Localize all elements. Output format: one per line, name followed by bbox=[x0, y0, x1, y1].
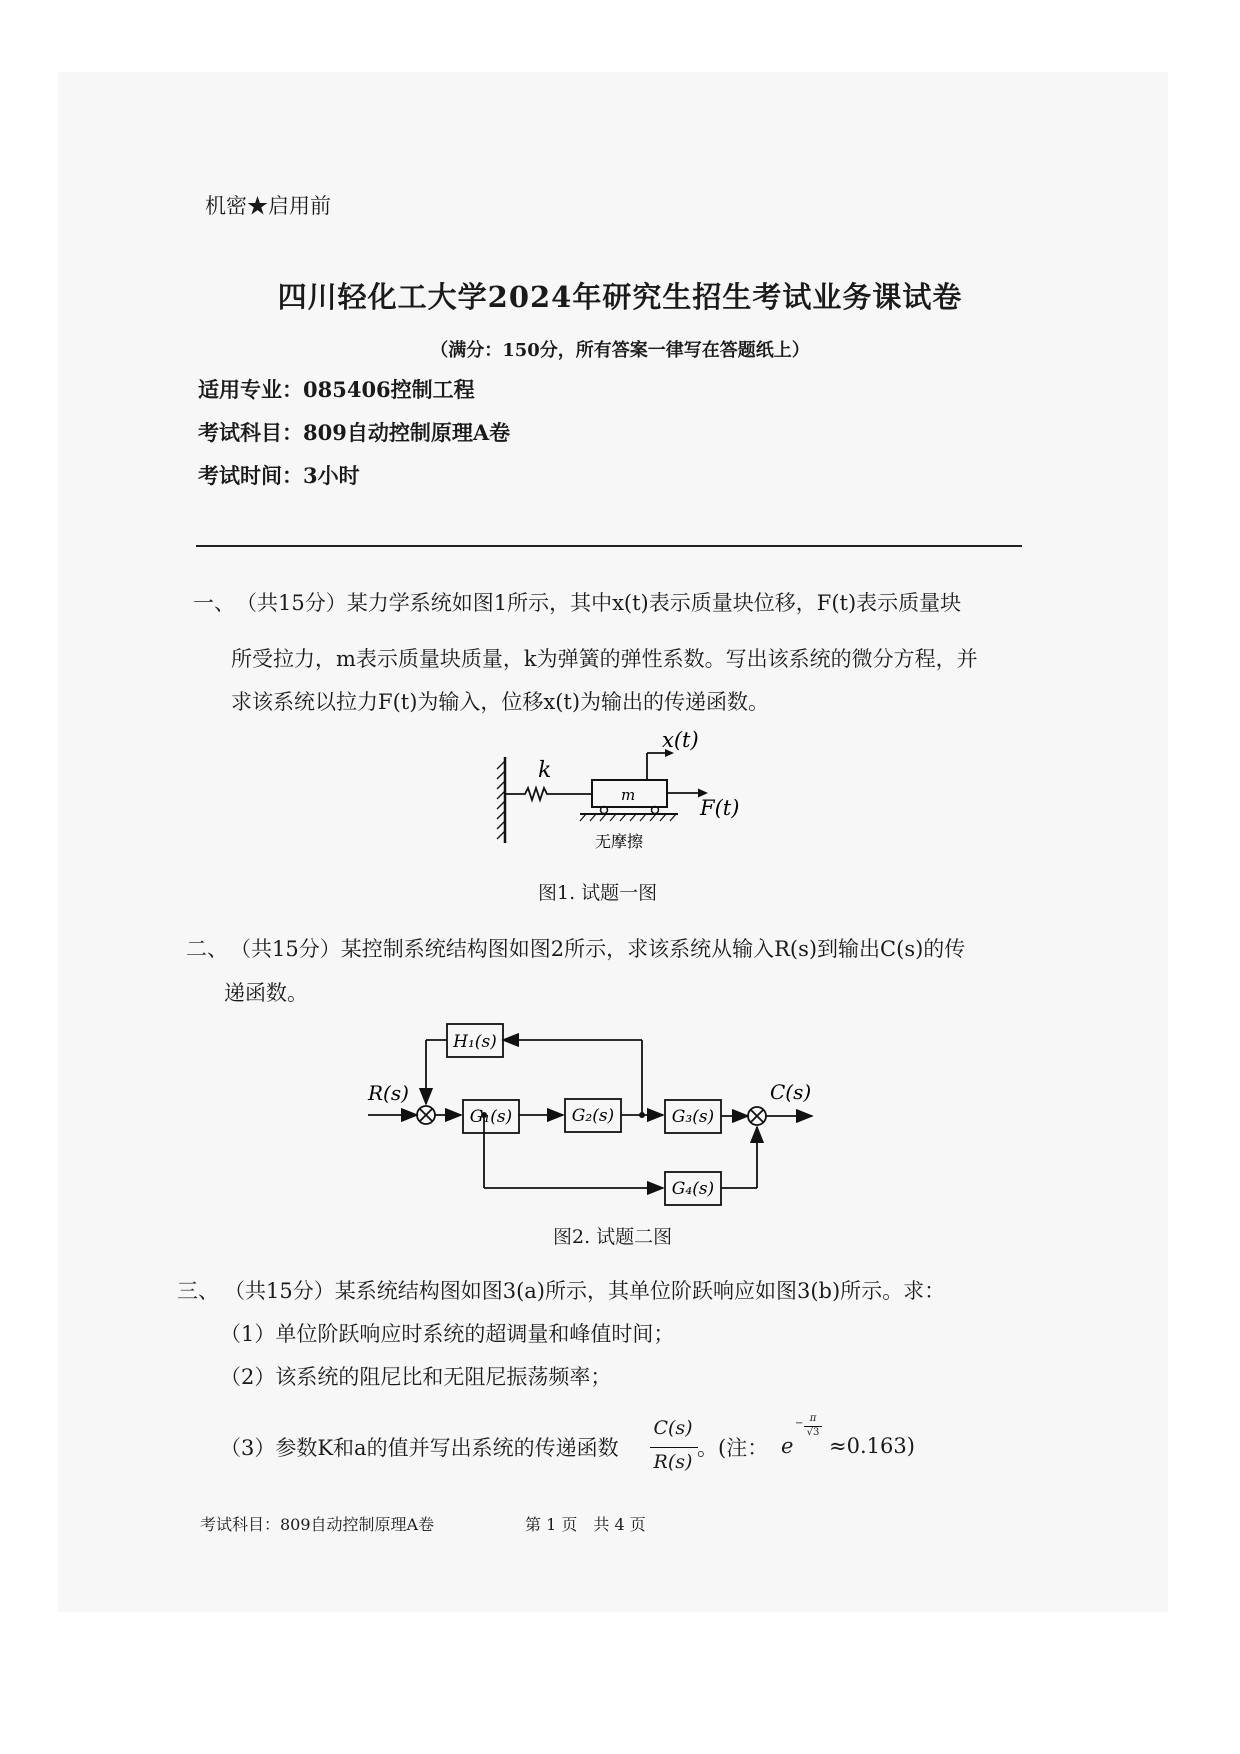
confidential-mark: 机密★启用前 bbox=[205, 194, 331, 218]
fraction-denominator: R(s) bbox=[653, 1451, 693, 1473]
note-suffix: ≈0.163) bbox=[829, 1434, 915, 1458]
q2-block-diagram bbox=[360, 1020, 860, 1220]
subject-line: 考试科目：809自动控制原理A卷 bbox=[198, 420, 511, 445]
note-exp-minus: − bbox=[795, 1418, 804, 1429]
note-exp-base: e bbox=[781, 1434, 794, 1458]
q2-number: 二、 bbox=[186, 937, 228, 961]
q1-number: 一、 bbox=[193, 591, 235, 615]
q1-line1: （共15分）某力学系统如图1所示，其中x(t)表示质量块位移，F(t)表示质量块 bbox=[236, 591, 962, 615]
q3-item2: （2）该系统的阻尼比和无阻尼振荡频率； bbox=[220, 1365, 612, 1389]
block-H1: H₁(s) bbox=[453, 1032, 497, 1052]
fraction-numerator: C(s) bbox=[653, 1417, 693, 1439]
q1-line2: 所受拉力，m表示质量块质量，k为弹簧的弹性系数。写出该系统的微分方程，并 bbox=[231, 647, 978, 671]
label-R: R(s) bbox=[368, 1081, 409, 1105]
footer-subject: 考试科目：809自动控制原理A卷 bbox=[200, 1515, 435, 1534]
label-m: m bbox=[621, 786, 636, 804]
header-divider bbox=[196, 545, 1022, 547]
q2-line2: 递函数。 bbox=[224, 981, 308, 1005]
label-k: k bbox=[538, 758, 552, 783]
block-G4: G₄(s) bbox=[671, 1179, 715, 1199]
note-exp-num: π bbox=[809, 1413, 817, 1424]
q1-line3: 求该系统以拉力F(t)为输入，位移x(t)为输出的传递函数。 bbox=[231, 690, 770, 714]
label-C: C(s) bbox=[770, 1080, 812, 1104]
label-no-friction: 无摩擦 bbox=[595, 832, 644, 851]
fraction-bar bbox=[650, 1447, 698, 1448]
q2-line1: （共15分）某控制系统结构图如图2所示，求该系统从输入R(s)到输出C(s)的传 bbox=[230, 937, 966, 961]
page-title: 四川轻化工大学2024年研究生招生考试业务课试卷 bbox=[277, 280, 963, 314]
q3-number: 三、 bbox=[177, 1279, 219, 1303]
block-G3: G₃(s) bbox=[671, 1107, 715, 1127]
label-x: x(t) bbox=[662, 728, 699, 752]
figure1-caption: 图1. 试题一图 bbox=[538, 882, 658, 904]
major-line: 适用专业：085406控制工程 bbox=[198, 377, 475, 402]
note-prefix: 。(注： bbox=[697, 1436, 769, 1460]
q3-item1: （1）单位阶跃响应时系统的超调量和峰值时间； bbox=[220, 1322, 675, 1346]
note-exp-den: √3 bbox=[806, 1427, 820, 1438]
q3-line1: （共15分）某系统结构图如图3(a)所示，其单位阶跃响应如图3(b)所示。求： bbox=[224, 1279, 946, 1303]
footer-page-number: 第 1 页 共 4 页 bbox=[525, 1515, 646, 1534]
q3-item3: （3）参数K和a的值并写出系统的传递函数 bbox=[220, 1436, 619, 1460]
block-G1: G₁(s) bbox=[469, 1107, 513, 1127]
time-line: 考试时间：3小时 bbox=[198, 463, 360, 488]
page-subtitle: （满分：150分，所有答案一律写在答题纸上） bbox=[430, 340, 810, 361]
block-G2: G₂(s) bbox=[571, 1106, 615, 1126]
label-F: F(t) bbox=[700, 796, 740, 820]
figure2-caption: 图2. 试题二图 bbox=[553, 1226, 673, 1248]
q1-mechanical-figure bbox=[480, 725, 780, 860]
